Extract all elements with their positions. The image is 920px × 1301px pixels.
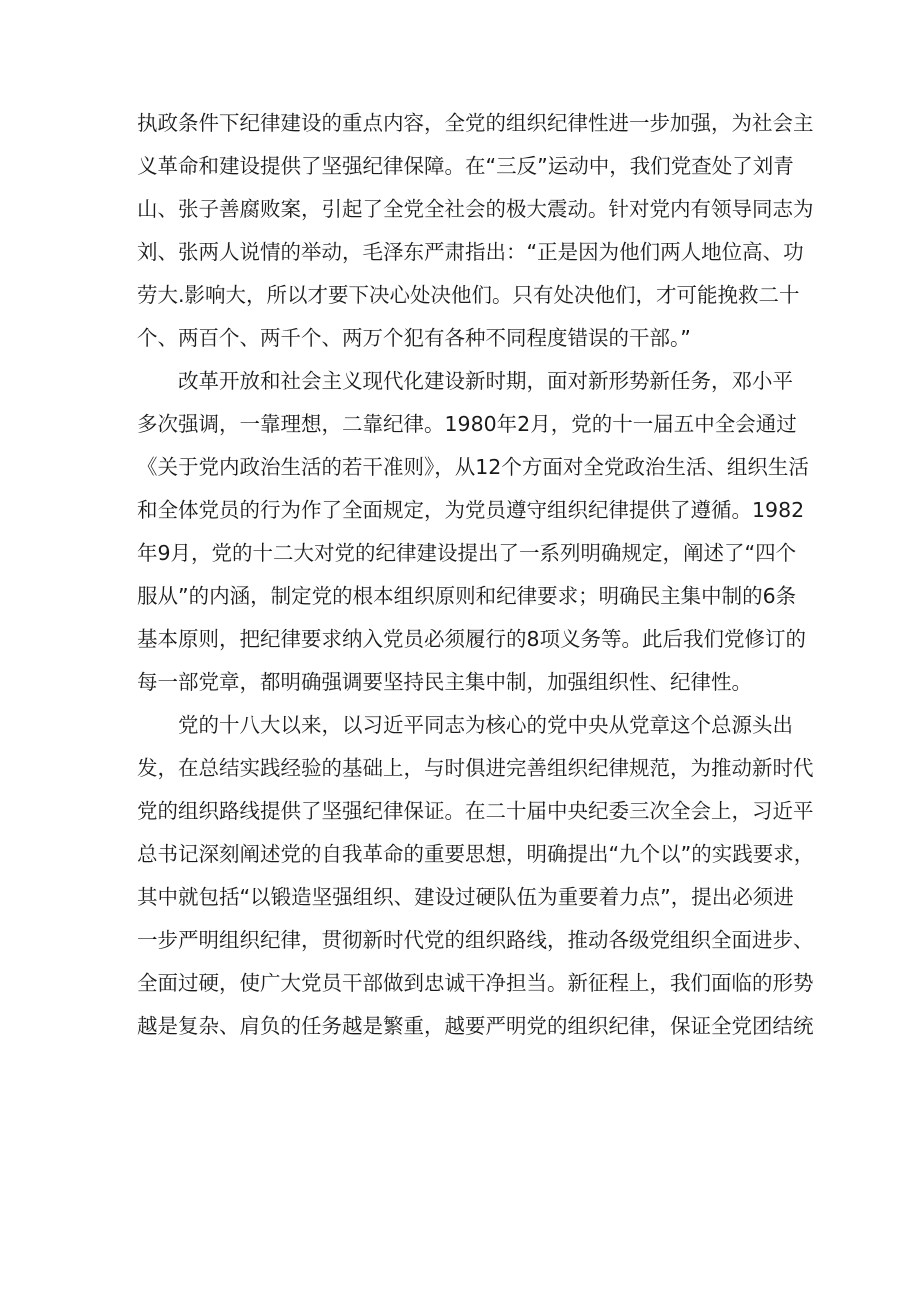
text-line: 全面过硬，使广大党员干部做到忠诚干净担当。新征程上，我们面临的形势 — [137, 971, 814, 995]
text-line: 改革开放和社会主义现代化建设新时期，面对新形势新任务，邓小平 — [178, 369, 793, 393]
text-line: 总书记深刻阐述党的自我革命的重要思想，明确提出“九个以”的实践要求， — [137, 842, 815, 866]
text-line: 年9月，党的十二大对党的纪律建设提出了一系列明确规定，阐述了“四个 — [137, 541, 797, 565]
text-line: 其中就包括“以锻造坚强组织、建设过硬队伍为重要着力点”，提出必须进 — [137, 885, 794, 909]
text-line: 基本原则，把纪律要求纳入党员必须履行的8项义务等。此后我们党修订的 — [137, 627, 807, 651]
text-line: 山、张子善腐败案，引起了全党全社会的极大震动。针对党内有领导同志为 — [137, 197, 814, 221]
text-line: 越是复杂、肩负的任务越是繁重，越要严明党的组织纪律，保证全党团结统 — [137, 1014, 814, 1038]
text-line: 多次强调，一靠理想，二靠纪律。1980年2月，党的十一届五中全会通过 — [137, 412, 797, 436]
text-line: 劳大.影响大，所以才要下决心处决他们。只有处决他们，才可能挽救二十 — [137, 283, 800, 307]
text-line: 刘、张两人说情的举动，毛泽东严肃指出：“正是因为他们两人地位高、功 — [137, 240, 804, 264]
paragraph-3 — [137, 704, 815, 1048]
text-line: 执政条件下纪律建设的重点内容，全党的组织纪律性进一步加强，为社会主 — [137, 111, 814, 135]
text-line: 义革命和建设提供了坚强纪律保障。在“三反”运动中，我们党查处了刘青 — [137, 154, 794, 178]
text-line: 党的十八大以来，以习近平同志为核心的党中央从党章这个总源头出 — [178, 713, 793, 737]
text-line: 一步严明组织纪律，贯彻新时代党的组织路线，推动各级党组织全面进步、 — [137, 928, 814, 952]
text-line: 《关于党内政治生活的若干准则》，从12个方面对全党政治生活、组织生活 — [137, 455, 809, 479]
text-line: 和全体党员的行为作了全面规定，为党员遵守组织纪律提供了遵循。1982 — [137, 498, 805, 522]
text-line: 服从”的内涵，制定党的根本组织原则和纪律要求；明确民主集中制的6条 — [137, 584, 797, 608]
document-body — [137, 102, 815, 1048]
text-line: 每一部党章，都明确强调要坚持民主集中制，加强组织性、纪律性。 — [137, 670, 752, 694]
paragraph-1 — [137, 102, 814, 360]
text-line: 党的组织路线提供了坚强纪律保证。在二十届中央纪委三次全会上，习近平 — [137, 799, 814, 823]
text-line: 个、两百个、两千个、两万个犯有各种不同程度错误的干部。” — [137, 326, 691, 350]
text-line: 发，在总结实践经验的基础上，与时俱进完善组织纪律规范，为推动新时代 — [137, 756, 814, 780]
paragraph-2 — [137, 360, 809, 704]
